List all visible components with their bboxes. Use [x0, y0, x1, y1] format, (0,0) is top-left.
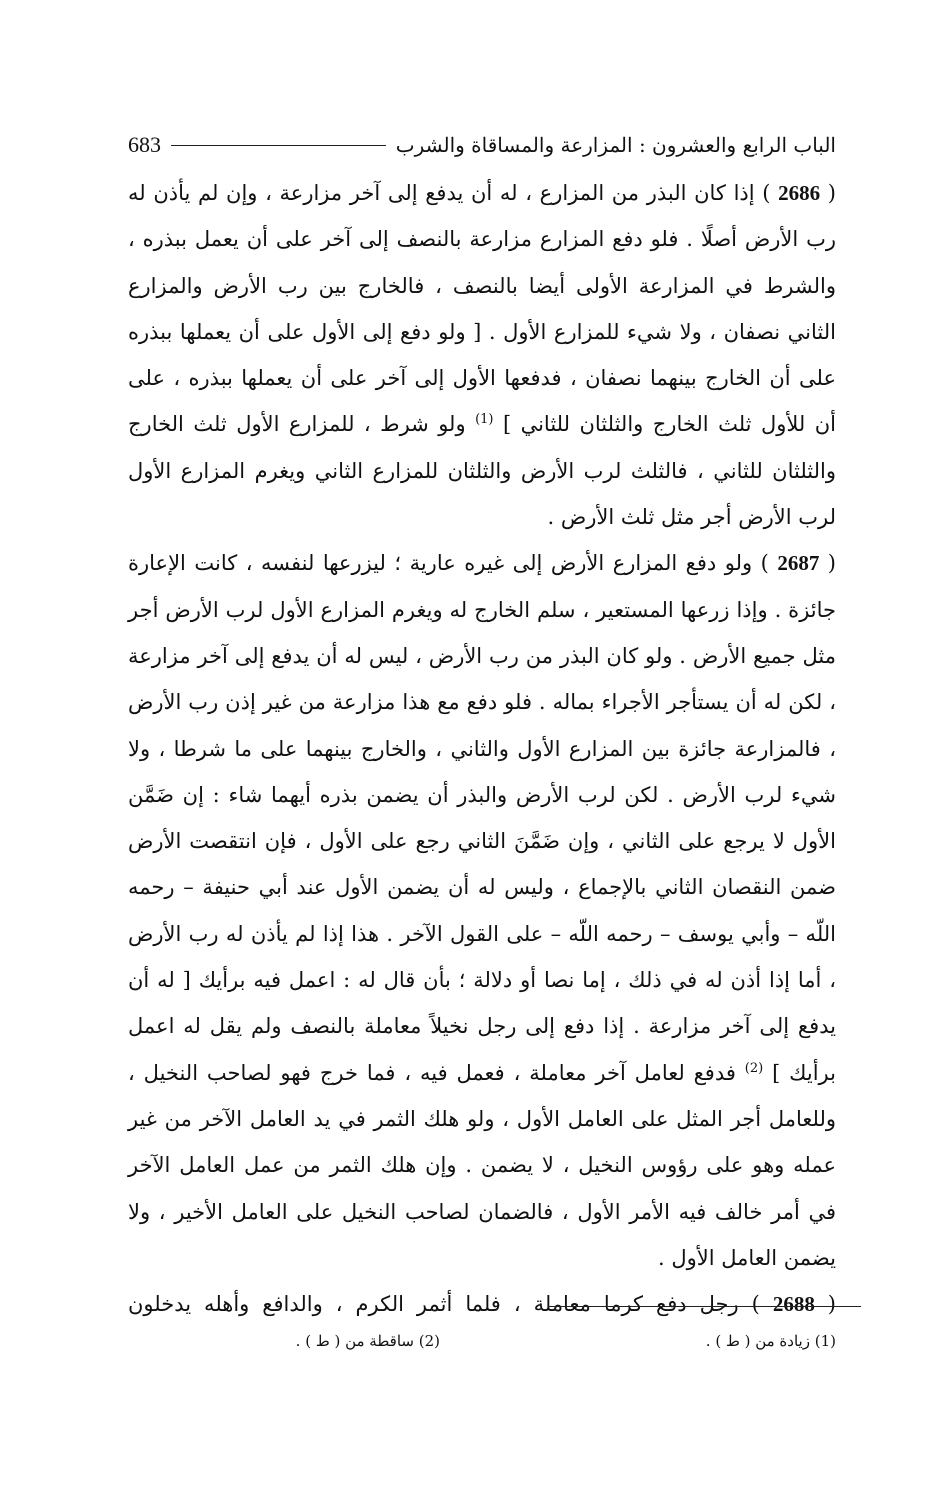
- paragraph-2687: [128, 540, 836, 1281]
- chapter-title: الباب الرابع والعشرون : المزارعة والمساقاة والشرب: [395, 133, 836, 157]
- number-open-paren: (: [814, 1292, 836, 1317]
- header-rule: [171, 145, 386, 146]
- number-open-paren: (: [820, 181, 836, 205]
- paragraph-text: رجل دفع كرما معاملة ، فلما أثمر الكرم ، والدافع وأهله يدخلون: [128, 1292, 739, 1317]
- paragraph-2686: [128, 170, 836, 540]
- page-number: 683: [128, 132, 161, 157]
- number-close-paren: ): [754, 181, 779, 205]
- footnotes: [128, 1332, 836, 1362]
- footnote-2: (2) ساقطة من ( ط ) .: [295, 1332, 440, 1350]
- issue-number: 2688: [772, 1292, 815, 1317]
- footnote-1: (1) زيادة من ( ط ) .: [705, 1332, 836, 1350]
- paragraph-text: ولو دفع المزارع الأرض إلى غيره عارية ؛ ليزرعها لنفسه ، كانت الإعارة جائزة . وإذا زرعها المستعير ، سلم الخارج له ويغرم المزارع الأول لرب الأرض أجر مثل جميع الأرض . ولو كان البذر من رب الأرض ، ليس له أن يدفع إلى آخر مزارعة ، لكن له أن يستأجر الأجراء بماله . فلو دفع مع هذا مزارعة من غير إذن رب الأرض ، فالمزارعة جائزة بين المزارع الأول والثاني ، والخارج بينهما على ما شرطا ، ولا شيء لرب الأرض . لكن لرب الأرض والبذر أن يضمن بذره أيهما شاء : إن ضَمَّن الأول لا يرجع على الثاني ، وإن ضَمَّنَ الثاني رجع على الأول ، فإن انتقصت الأرض ضمن النقصان الثاني بالإجماع ، وليس له أن يضمن الأول عند أبي حنيفة – رحمه اللّه – وأبي يوسف – رحمه اللّه – على القول الآخر . هذا إذا لم يأذن له رب الأرض ، أما إذا أذن له في ذلك ، إما نصا أو دلالة ؛ بأن قال له : اعمل فيه برأيك [ له أن يدفع إلى آخر مزارعة . إذا دفع إلى رجل نخيلاً معاملة بالنصف ولم يقل له اعمل برأيك ]: [128, 551, 836, 1085]
- paragraph-text: إذا كان البذر من المزارع ، له أن يدفع إلى آخر مزارعة ، وإن لم يأذن له رب الأرض أصلًا . فلو دفع المزارع مزارعة بالنصف إلى آخر على أن يعمل ببذره ، والشرط في المزارعة الأولى أيضا بالنصف ، فالخارج بين رب الأرض والمزارع الثاني نصفان ، ولا شيء للمزارع الأول . [ ولو دفع إلى الأول على أن يعملها ببذره على أن الخارج بينهما نصفان ، فدفعها الأول إلى آخر على أن يعملها ببذره ، على أن للأول ثلث الخارج والثلثان للثاني ]: [128, 181, 837, 437]
- footnote-ref: (2): [744, 1060, 764, 1076]
- number-close-paren: ): [738, 1292, 773, 1317]
- paragraph-2688: [128, 1281, 836, 1327]
- number-close-paren: ): [752, 551, 778, 576]
- paragraph-text-continued: فدفع لعامل آخر معاملة ، فعمل فيه ، فما خرج فهو لصاحب النخيل ، وللعامل أجر المثل على العامل الأول ، ولو هلك الثمر في يد العامل الآخر من غير عمله وهو على رؤوس النخيل ، لا يضمن . وإن هلك الثمر من عمل العامل الآخر في أمر خالف فيه الأمر الأول ، فالضمان لصاحب النخيل على العامل الأخير ، ولا يضمن العامل الأول .: [128, 1060, 836, 1270]
- paragraph-text-continued: ولو شرط ، للمزارع الأول ثلث الخارج والثلثان للثاني ، فالثلث لرب الأرض والثلثان للمزارع الثاني ويغرم المزارع الأول لرب الأرض أجر مثل ثلث الأرض .: [128, 412, 836, 530]
- running-header: [128, 128, 836, 162]
- footnote-separator: [548, 1306, 861, 1307]
- issue-number: 2687: [777, 551, 820, 576]
- footnote-ref: (1): [475, 412, 494, 428]
- main-text: [128, 170, 836, 1327]
- issue-number: 2686: [778, 181, 821, 205]
- number-open-paren: (: [819, 551, 836, 576]
